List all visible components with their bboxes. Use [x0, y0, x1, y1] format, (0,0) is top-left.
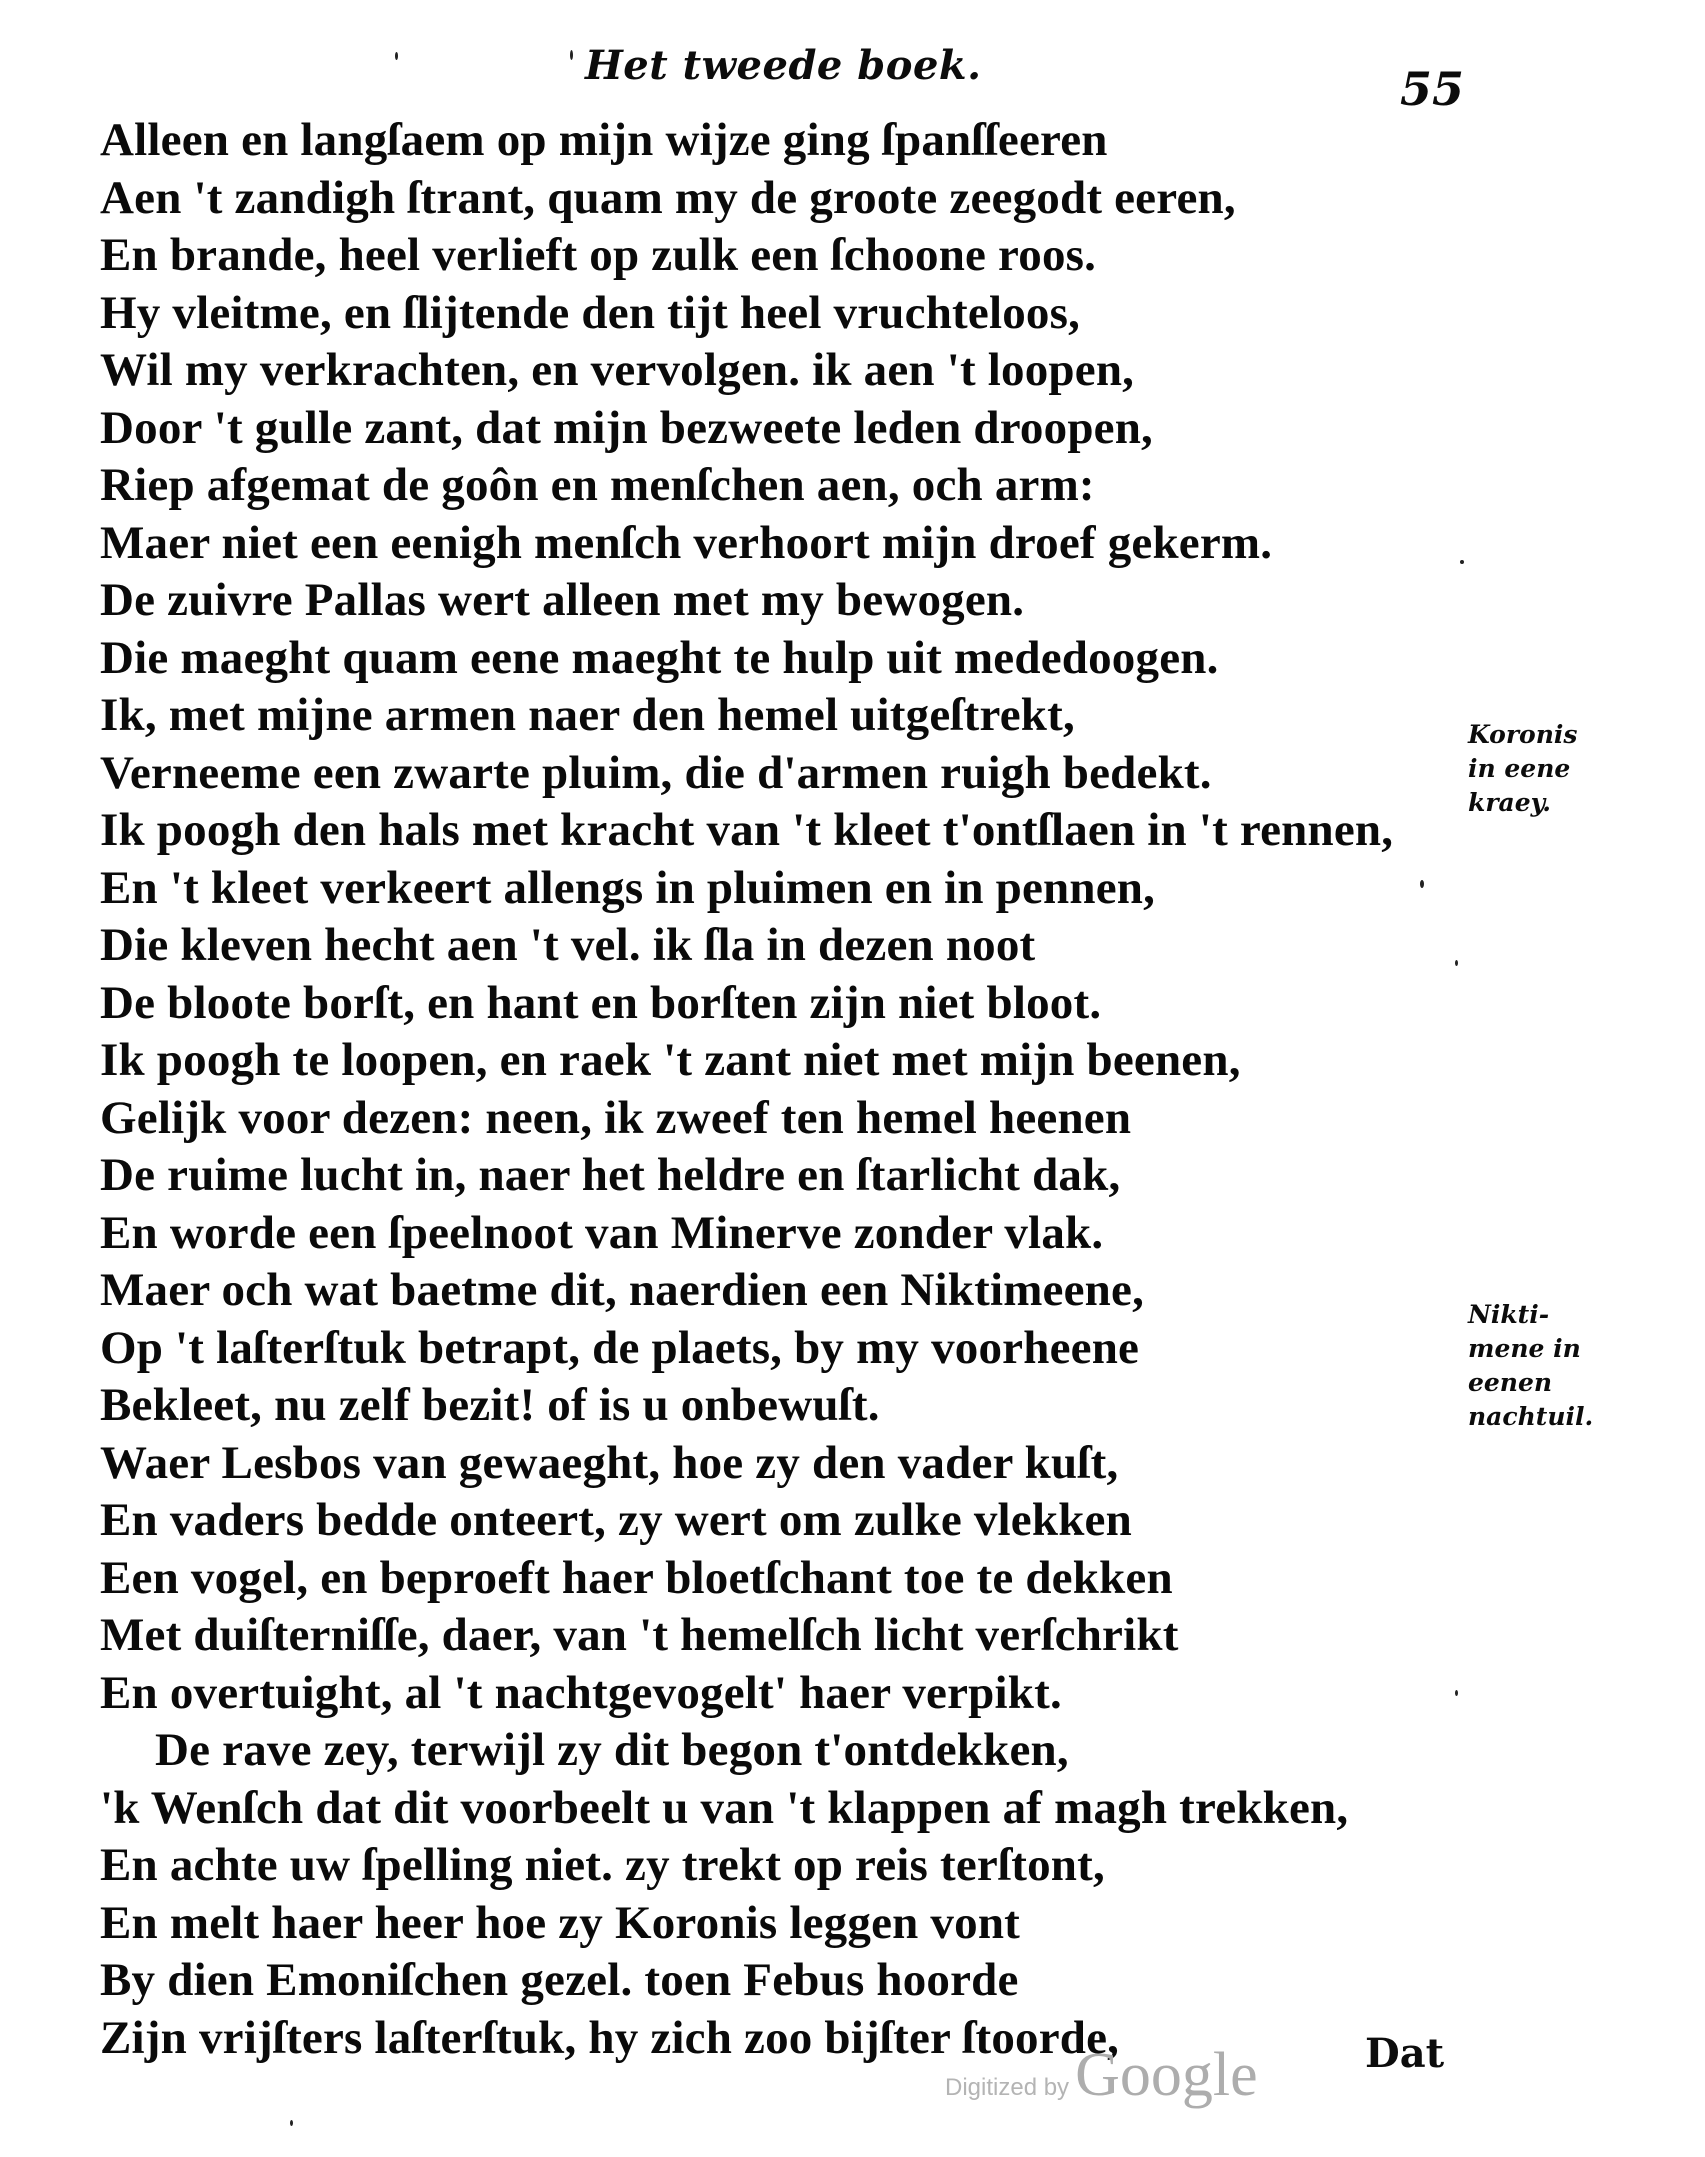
scan-speck — [1420, 880, 1424, 888]
verse-line: Bekleet, nu zelf bezit! of is u onbewuſt. — [100, 1379, 880, 1431]
margin-note-line: in eene — [1468, 754, 1571, 783]
watermark-brand-logo: Google — [1075, 2041, 1258, 2109]
verse-line: Verneeme een zwarte pluim, die d'armen ruigh bedekt. — [100, 746, 1212, 799]
verse-line: Maer niet een eenigh menſch verhoort mijn droef gekerm. — [100, 516, 1273, 569]
verse-line: De rave zey, terwijl zy dit begon t'ontdekken, — [155, 1724, 1069, 1776]
verse-line: De zuivre Pallas wert alleen met my bewogen. — [100, 574, 1025, 626]
margin-note-line: kraey. — [1468, 788, 1551, 817]
margin-note-niktimene — [1468, 1298, 1593, 1434]
verse-line: Riep afgemat de goôn en menſchen aen, och arm: — [100, 459, 1095, 511]
verse-line: Zijn vrijſters laſterſtuk, hy zich zoo bijſter ſtoorde, — [100, 2011, 1120, 2064]
margin-note-koronis — [1468, 718, 1577, 820]
margin-note-line: Nikti- — [1468, 1300, 1550, 1329]
verse-line: Door 't gulle zant, dat mijn bezweete leden droopen, — [100, 401, 1154, 454]
margin-note-line: Koronis — [1468, 720, 1578, 749]
verse-line: 'k Wenſch dat dit voorbeelt u van 't klappen af magh trekken, — [100, 1781, 1349, 1834]
verse-line: Met duiſterniſſe, daer, van 't hemelſch licht verſchrikt — [100, 1609, 1179, 1661]
scan-speck — [1455, 960, 1458, 966]
verse-line: Wil my verkrachten, en vervolgen. ik aen 't loopen, — [100, 344, 1135, 396]
verse-line: Hy vleitme, en ſlijtende den tijt heel vruchteloos, — [100, 286, 1081, 339]
verse-line: Die maeght quam eene maeght te hulp uit mededoogen. — [100, 631, 1219, 684]
verse-line: Ik poogh den hals met kracht van 't kleet t'ontſlaen in 't rennen, — [100, 804, 1394, 856]
margin-note-line: nachtuil. — [1468, 1402, 1594, 1431]
margin-note-line: eenen — [1468, 1368, 1553, 1397]
catchword: Dat — [1365, 2030, 1445, 2077]
verse-line: Waer Lesbos van gewaeght, hoe zy den vader kuſt, — [100, 1436, 1119, 1489]
verse-line: Een vogel, en beproeft haer bloetſchant toe te dekken — [100, 1551, 1173, 1604]
verse-line: Ik, met mijne armen naer den hemel uitgeſtrekt, — [100, 689, 1075, 741]
verse-line: Die kleven hecht aen 't vel. ik ſla in dezen noot — [100, 919, 1036, 971]
verse-line: En achte uw ſpelling niet. zy trekt op reis terſtont, — [100, 1839, 1105, 1891]
margin-note-line: mene in — [1468, 1334, 1581, 1363]
verse-line: By dien Emoniſchen gezel. toen Febus hoorde — [100, 1954, 1019, 2006]
verse-line: En brande, heel verlieft op zulk een ſchoone roos. — [100, 229, 1097, 281]
scan-speck — [290, 2120, 293, 2126]
verse-text — [100, 112, 1460, 2067]
verse-line: En melt haer heer hoe zy Koronis leggen vont — [100, 1896, 1021, 1949]
verse-line: Ik poogh te loopen, en raek 't zant niet met mijn beenen, — [100, 1034, 1241, 1086]
digitized-watermark — [945, 2040, 1258, 2111]
verse-line: En worde een ſpeelnoot van Minerve zonder vlak. — [100, 1206, 1104, 1259]
verse-line: En 't kleet verkeert allengs in pluimen en in pennen, — [100, 861, 1156, 914]
watermark-prefix: Digitized by — [945, 2074, 1070, 2101]
verse-line: De bloote borſt, en hant en borſten zijn niet bloot. — [100, 976, 1102, 1029]
verse-line: En vaders bedde onteert, zy wert om zulke vlekken — [100, 1494, 1132, 1546]
page-number: 55 — [1400, 62, 1465, 116]
scan-speck — [570, 50, 573, 60]
verse-line: Maer och wat baetme dit, naerdien een Niktimeene, — [100, 1264, 1145, 1316]
verse-line: Gelijk voor dezen: neen, ik zweef ten hemel heenen — [100, 1091, 1132, 1144]
verse-line: Aen 't zandigh ſtrant, quam my de groote zeegodt eeren, — [100, 171, 1236, 224]
scan-speck — [1455, 1690, 1458, 1696]
running-head: Het tweede boek. — [585, 42, 982, 89]
verse-line: Alleen en langſaem op mijn wijze ging ſpanſſeeren — [100, 114, 1108, 166]
verse-line: En overtuight, al 't nachtgevogelt' haer verpikt. — [100, 1666, 1062, 1719]
scan-speck — [1460, 560, 1464, 564]
scan-speck — [395, 52, 398, 60]
verse-line: De ruime lucht in, naer het heldre en ſtarlicht dak, — [100, 1149, 1121, 1201]
verse-line: Op 't laſterſtuk betrapt, de plaets, by my voorheene — [100, 1321, 1140, 1374]
